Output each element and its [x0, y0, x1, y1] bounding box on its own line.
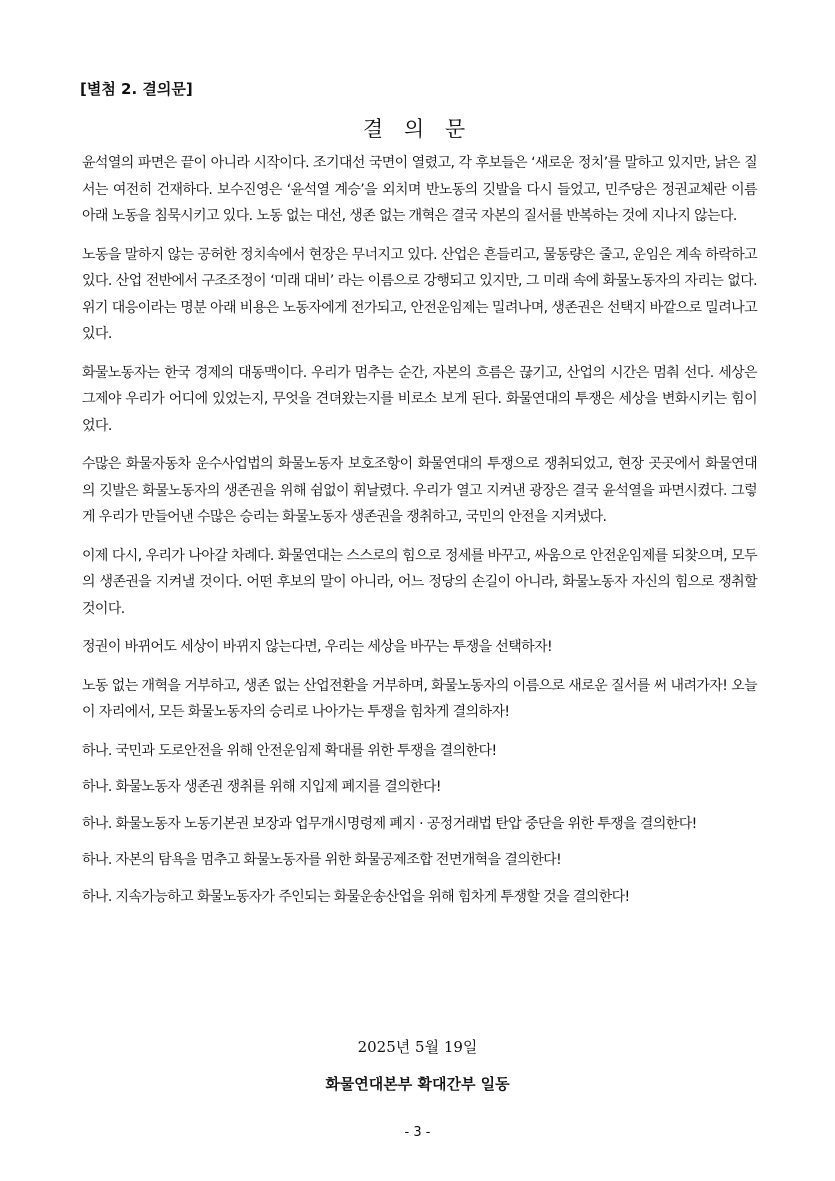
paragraph: 노동 없는 개혁을 거부하고, 생존 없는 산업전환을 거부하며, 화물노동자의 이름으로 새로운 질서를 써 내려가자! 오늘 이 자리에서, 모든 화물노동자의 승리로 나아가는 투쟁을 힘차게 결의하자!: [82, 677, 757, 720]
paragraph: 화물노동자는 한국 경제의 대동맥이다. 우리가 멈추는 순간, 자본의 흐름은 끊기고, 산업의 시간은 멈춰 선다. 세상은 그제야 우리가 어디에 있었는지, 무엇을 견뎌왔는지를 비로소 보게 된다. 화물연대의 투쟁은 세상을 변화시키는 힘이었다.: [82, 364, 757, 434]
document-title: 결 의 문: [362, 117, 473, 141]
document-date: 2025년 5월 19일: [357, 1038, 478, 1056]
signer: 화물연대본부 확대간부 일동: [325, 1075, 510, 1093]
resolution-item: 하나. 화물노동자 생존권 쟁취를 위해 지입제 폐지를 결의한다!: [82, 779, 441, 795]
paragraph: 노동을 말하지 않는 공허한 정치속에서 현장은 무너지고 있다. 산업은 흔들리고, 물동량은 줄고, 운임은 계속 하락하고 있다. 산업 전반에서 구조조정이 ‘미래 대비’ 라는 이름으로 강행되고 있지만, 그 미래 속에 화물노동자의 자리는 없다. 위기 대응이라는 명분 아래 비용은 노동자에게 전가되고, 안전운임제는 밀려나며, 생존권은 선택지 바깥으로 밀려나고 있다.: [82, 246, 757, 342]
page-number: - 3 -: [404, 1125, 431, 1140]
resolution-item: 하나. 국민과 도로안전을 위해 안전운임제 확대를 위한 투쟁을 결의한다!: [82, 742, 497, 759]
resolution-item: 하나. 화물노동자 노동기본권 보장과 업무개시명령제 폐지 · 공정거래법 탄압 중단을 위한 투쟁을 결의한다!: [82, 815, 697, 832]
attachment-label: [별첨 2. 결의문]: [80, 80, 193, 98]
paragraph: 이제 다시, 우리가 나아갈 차례다. 화물연대는 스스로의 힘으로 정세를 바꾸고, 싸움으로 안전운임제를 되찾으며, 모두의 생존권을 지켜낼 것이다. 어떤 후보의 말이 아니라, 어느 정당의 손길이 아니라, 화물노동자 자신의 힘으로 쟁취할 것이다.: [82, 547, 757, 617]
document-body: [82, 150, 757, 920]
paragraph: 수많은 화물자동차 운수사업법의 화물노동자 보호조항이 화물연대의 투쟁으로 쟁취되었고, 현장 곳곳에서 화물연대의 깃발은 화물노동자의 생존권을 위해 쉼없이 휘날렸다. 우리가 열고 지켜낸 광장은 결국 윤석열을 파면시켰다. 그렇게 우리가 만들어낸 수많은 승리는 화물노동자 생존권을 쟁취하고, 국민의 안전을 지켜냈다.: [82, 456, 757, 525]
resolution-item: 하나. 지속가능하고 화물노동자가 주인되는 화물운송산업을 위해 힘차게 투쟁할 것을 결의한다!: [82, 888, 630, 905]
paragraph: 윤석열의 파면은 끝이 아니라 시작이다. 조기대선 국면이 열렸고, 각 후보들은 ‘새로운 정치’를 말하고 있지만, 낡은 질서는 여전히 건재하다. 보수진영은 ‘윤석열 계승’을 외치며 반노동의 깃발을 다시 들었고, 민주당은 정권교체란 이름 아래 노동을 침묵시키고 있다. 노동 없는 대선, 생존 없는 개혁은 결국 자본의 질서를 반복하는 것에 지나지 않는다.: [82, 155, 757, 224]
resolution-item: 하나. 자본의 탐욕을 멈추고 화물노동자를 위한 화물공제조합 전면개혁을 결의한다!: [82, 852, 562, 868]
paragraph: 정권이 바뀌어도 세상이 바뀌지 않는다면, 우리는 세상을 바꾸는 투쟁을 선택하자!: [82, 639, 553, 655]
